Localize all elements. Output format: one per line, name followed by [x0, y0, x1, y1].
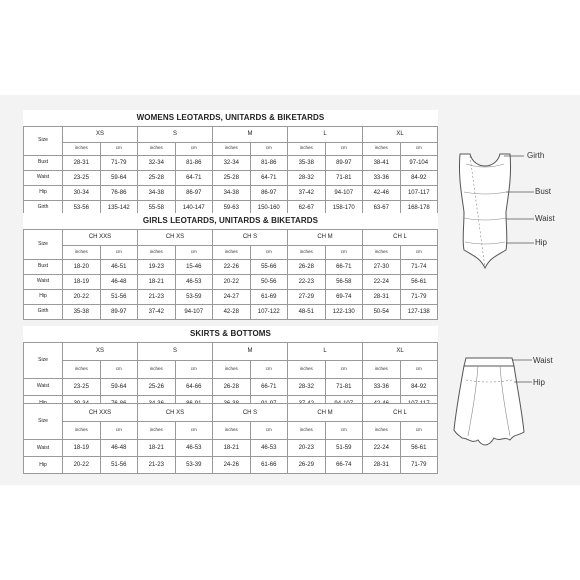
measurement-cell: 21-23: [138, 289, 176, 304]
size-column-header: XL: [363, 342, 438, 360]
measurement-cell: 37-42: [138, 304, 176, 319]
table-title: GIRLS LEOTARDS, UNITARDS & BIKETARDS: [24, 213, 438, 229]
measurement-cell: 61-69: [250, 289, 288, 304]
measurement-cell: 66-71: [325, 259, 363, 274]
size-column-header: S: [138, 342, 213, 360]
unit-header: inches: [363, 245, 401, 259]
measurement-cell: 28-31: [363, 289, 401, 304]
unit-header: cm: [175, 360, 213, 378]
measurement-cell: 150-160: [250, 200, 288, 215]
measurement-cell: 81-86: [175, 155, 213, 170]
measurement-cell: 56-61: [400, 274, 438, 289]
measurement-cell: 18-19: [63, 440, 101, 457]
bust-label: Bust: [535, 187, 552, 196]
measurement-cell: 24-27: [213, 289, 251, 304]
size-column-header: L: [288, 126, 363, 142]
measurement-cell: 122-130: [325, 304, 363, 319]
unit-header: cm: [100, 245, 138, 259]
measurement-cell: 53-56: [63, 200, 101, 215]
measurement-cell: 158-170: [325, 200, 363, 215]
measurement-cell: 84-92: [400, 170, 438, 185]
row-label: Bust: [24, 155, 63, 170]
measurement-cell: 76-86: [100, 185, 138, 200]
measurement-cell: 56-61: [400, 440, 438, 457]
measurement-cell: 26-28: [213, 378, 251, 395]
row-label: Waist: [24, 378, 63, 395]
unit-header: inches: [213, 422, 251, 440]
unit-header: inches: [288, 142, 326, 155]
table-title: SKIRTS & BOTTOMS: [24, 326, 438, 342]
unit-header: cm: [325, 245, 363, 259]
size-column-header: CH S: [213, 229, 288, 245]
measurement-cell: 89-97: [325, 155, 363, 170]
measurement-cell: 107-117: [400, 185, 438, 200]
measurement-cell: 46-51: [100, 259, 138, 274]
unit-header: inches: [63, 360, 101, 378]
row-label: Bust: [24, 259, 63, 274]
measurement-cell: 59-64: [100, 170, 138, 185]
girls-size-table: [23, 213, 438, 320]
measurement-cell: 71-81: [325, 378, 363, 395]
size-column-header: CH S: [213, 404, 288, 422]
measurement-cell: 37-42: [288, 185, 326, 200]
measurement-cell: 168-178: [400, 200, 438, 215]
measurement-cell: 32-34: [138, 155, 176, 170]
measurement-cell: 64-71: [175, 170, 213, 185]
measurement-cell: 51-56: [100, 457, 138, 474]
unit-header: cm: [100, 422, 138, 440]
unit-header: cm: [175, 142, 213, 155]
unit-header: inches: [138, 360, 176, 378]
unit-header: inches: [138, 245, 176, 259]
measurement-cell: 51-56: [100, 289, 138, 304]
unit-header: cm: [100, 142, 138, 155]
table-row: [24, 378, 438, 395]
unit-header: inches: [363, 422, 401, 440]
unit-header: cm: [250, 422, 288, 440]
measurement-cell: 34-38: [138, 185, 176, 200]
womens-size-table: [23, 110, 438, 216]
measurement-cell: 25-26: [138, 378, 176, 395]
table-row: [24, 289, 438, 304]
unit-header: inches: [288, 245, 326, 259]
measurement-cell: 53-59: [175, 289, 213, 304]
measurement-cell: 20-23: [288, 440, 326, 457]
measurement-cell: 33-36: [363, 170, 401, 185]
measurement-cell: 55-58: [138, 200, 176, 215]
size-header: Size: [24, 229, 63, 259]
unit-header: cm: [400, 245, 438, 259]
measurement-cell: 61-66: [250, 457, 288, 474]
measurement-cell: 22-23: [288, 274, 326, 289]
size-column-header: CH M: [288, 404, 363, 422]
unit-header: cm: [100, 360, 138, 378]
measurement-cell: 18-19: [63, 274, 101, 289]
measurement-cell: 50-54: [363, 304, 401, 319]
measurement-cell: 28-31: [63, 155, 101, 170]
measurement-cell: 53-39: [175, 457, 213, 474]
measurement-cell: 20-22: [213, 274, 251, 289]
unit-header: cm: [250, 142, 288, 155]
size-column-header: S: [138, 126, 213, 142]
measurement-cell: 25-28: [138, 170, 176, 185]
skirts-size-table: [23, 326, 438, 413]
row-label: Hip: [24, 289, 63, 304]
unit-header: inches: [288, 360, 326, 378]
measurement-cell: 46-48: [100, 274, 138, 289]
size-column-header: CH XXS: [63, 229, 138, 245]
measurement-cell: 64-66: [175, 378, 213, 395]
measurement-cell: 26-28: [288, 259, 326, 274]
size-column-header: CH L: [363, 229, 438, 245]
measurement-cell: 59-63: [213, 200, 251, 215]
unit-header: cm: [400, 142, 438, 155]
measurement-cell: 50-56: [250, 274, 288, 289]
unit-header: cm: [325, 142, 363, 155]
unit-header: inches: [213, 142, 251, 155]
measurement-cell: 46-53: [175, 440, 213, 457]
measurement-cell: 34-38: [213, 185, 251, 200]
measurement-cell: 55-66: [250, 259, 288, 274]
size-column-header: CH L: [363, 404, 438, 422]
measurement-cell: 46-53: [175, 274, 213, 289]
measurement-cell: 42-46: [363, 185, 401, 200]
measurement-cell: 62-67: [288, 200, 326, 215]
size-column-header: XL: [363, 126, 438, 142]
leotard-figure: [448, 148, 578, 278]
unit-header: cm: [400, 360, 438, 378]
measurement-cell: 20-22: [63, 457, 101, 474]
measurement-cell: 46-53: [250, 440, 288, 457]
measurement-cell: 64-71: [250, 170, 288, 185]
measurement-cell: 86-97: [175, 185, 213, 200]
measurement-cell: 35-38: [63, 304, 101, 319]
size-column-header: CH M: [288, 229, 363, 245]
size-column-header: L: [288, 342, 363, 360]
girls-skirts-size-table: [23, 403, 438, 474]
measurement-cell: 46-48: [100, 440, 138, 457]
unit-header: inches: [363, 142, 401, 155]
measurement-cell: 22-24: [363, 440, 401, 457]
measurement-cell: 38-41: [363, 155, 401, 170]
measurement-cell: 22-24: [363, 274, 401, 289]
measurement-cell: 71-79: [100, 155, 138, 170]
size-column-header: M: [213, 126, 288, 142]
table-title: WOMENS LEOTARDS, UNITARDS & BIKETARDS: [24, 110, 438, 126]
measurement-cell: 59-64: [100, 378, 138, 395]
measurement-cell: 24-26: [213, 457, 251, 474]
unit-header: inches: [138, 142, 176, 155]
table-row: [24, 304, 438, 319]
row-label: Waist: [24, 170, 63, 185]
measurement-cell: 66-74: [325, 457, 363, 474]
measurement-cell: 26-29: [288, 457, 326, 474]
measurement-cell: 27-30: [363, 259, 401, 274]
measurement-cell: 84-92: [400, 378, 438, 395]
measurement-cell: 27-29: [288, 289, 326, 304]
measurement-cell: 18-20: [63, 259, 101, 274]
measurement-cell: 15-46: [175, 259, 213, 274]
row-label: Hip: [24, 185, 63, 200]
unit-header: inches: [288, 422, 326, 440]
hip-label: Hip: [535, 238, 548, 247]
measurement-cell: 86-97: [250, 185, 288, 200]
table-row: [24, 170, 438, 185]
skirt-hip-label: Hip: [533, 378, 546, 387]
measurement-cell: 94-107: [175, 304, 213, 319]
measurement-cell: 66-71: [250, 378, 288, 395]
unit-header: inches: [63, 245, 101, 259]
measurement-cell: 28-31: [363, 457, 401, 474]
unit-header: cm: [250, 360, 288, 378]
row-label: Girth: [24, 304, 63, 319]
size-column-header: CH XS: [138, 404, 213, 422]
girth-label: Girth: [527, 151, 545, 160]
size-column-header: M: [213, 342, 288, 360]
unit-header: cm: [325, 360, 363, 378]
measurement-cell: 127-138: [400, 304, 438, 319]
unit-header: inches: [363, 360, 401, 378]
measurement-cell: 107-122: [250, 304, 288, 319]
unit-header: cm: [325, 422, 363, 440]
measurement-cell: 21-23: [138, 457, 176, 474]
measurement-cell: 51-59: [325, 440, 363, 457]
skirt-waist-label: Waist: [533, 356, 553, 365]
measurement-cell: 140-147: [175, 200, 213, 215]
row-label: Waist: [24, 274, 63, 289]
row-label: Hip: [24, 457, 63, 474]
measurement-cell: 18-21: [138, 274, 176, 289]
measurement-cell: 69-74: [325, 289, 363, 304]
unit-header: inches: [63, 142, 101, 155]
skirt-figure: [448, 352, 578, 462]
table-row: [24, 440, 438, 457]
measurement-cell: 71-79: [400, 457, 438, 474]
table-row: [24, 457, 438, 474]
size-header: Size: [24, 404, 63, 440]
unit-header: inches: [138, 422, 176, 440]
measurement-cell: 71-79: [400, 289, 438, 304]
row-label: Waist: [24, 440, 63, 457]
measurement-cell: 89-97: [100, 304, 138, 319]
measurement-cell: 97-104: [400, 155, 438, 170]
unit-header: cm: [400, 422, 438, 440]
measurement-cell: 135-142: [100, 200, 138, 215]
measurement-cell: 25-28: [213, 170, 251, 185]
measurement-cell: 19-23: [138, 259, 176, 274]
measurement-cell: 22-26: [213, 259, 251, 274]
table-row: [24, 155, 438, 170]
unit-header: cm: [175, 245, 213, 259]
measurement-cell: 23-25: [63, 170, 101, 185]
waist-label: Waist: [535, 214, 555, 223]
measurement-cell: 35-38: [288, 155, 326, 170]
measurement-cell: 18-21: [213, 440, 251, 457]
table-row: [24, 259, 438, 274]
measurement-cell: 33-36: [363, 378, 401, 395]
unit-header: inches: [213, 245, 251, 259]
measurement-cell: 48-51: [288, 304, 326, 319]
size-column-header: XS: [63, 342, 138, 360]
measurement-cell: 28-32: [288, 378, 326, 395]
size-header: Size: [24, 342, 63, 378]
size-column-header: CH XS: [138, 229, 213, 245]
measurement-cell: 56-58: [325, 274, 363, 289]
table-row: [24, 185, 438, 200]
unit-header: cm: [175, 422, 213, 440]
measurement-cell: 63-67: [363, 200, 401, 215]
size-header: Size: [24, 126, 63, 155]
unit-header: cm: [250, 245, 288, 259]
measurement-cell: 94-107: [325, 185, 363, 200]
measurement-cell: 20-22: [63, 289, 101, 304]
measurement-cell: 71-74: [400, 259, 438, 274]
unit-header: inches: [63, 422, 101, 440]
measurement-cell: 81-86: [250, 155, 288, 170]
row-label: Girth: [24, 200, 63, 215]
measurement-cell: 28-32: [288, 170, 326, 185]
unit-header: inches: [213, 360, 251, 378]
size-column-header: CH XXS: [63, 404, 138, 422]
measurement-cell: 18-21: [138, 440, 176, 457]
measurement-cell: 32-34: [213, 155, 251, 170]
table-row: [24, 274, 438, 289]
size-column-header: XS: [63, 126, 138, 142]
measurement-cell: 30-34: [63, 185, 101, 200]
measurement-cell: 71-81: [325, 170, 363, 185]
measurement-cell: 42-28: [213, 304, 251, 319]
measurement-cell: 23-25: [63, 378, 101, 395]
